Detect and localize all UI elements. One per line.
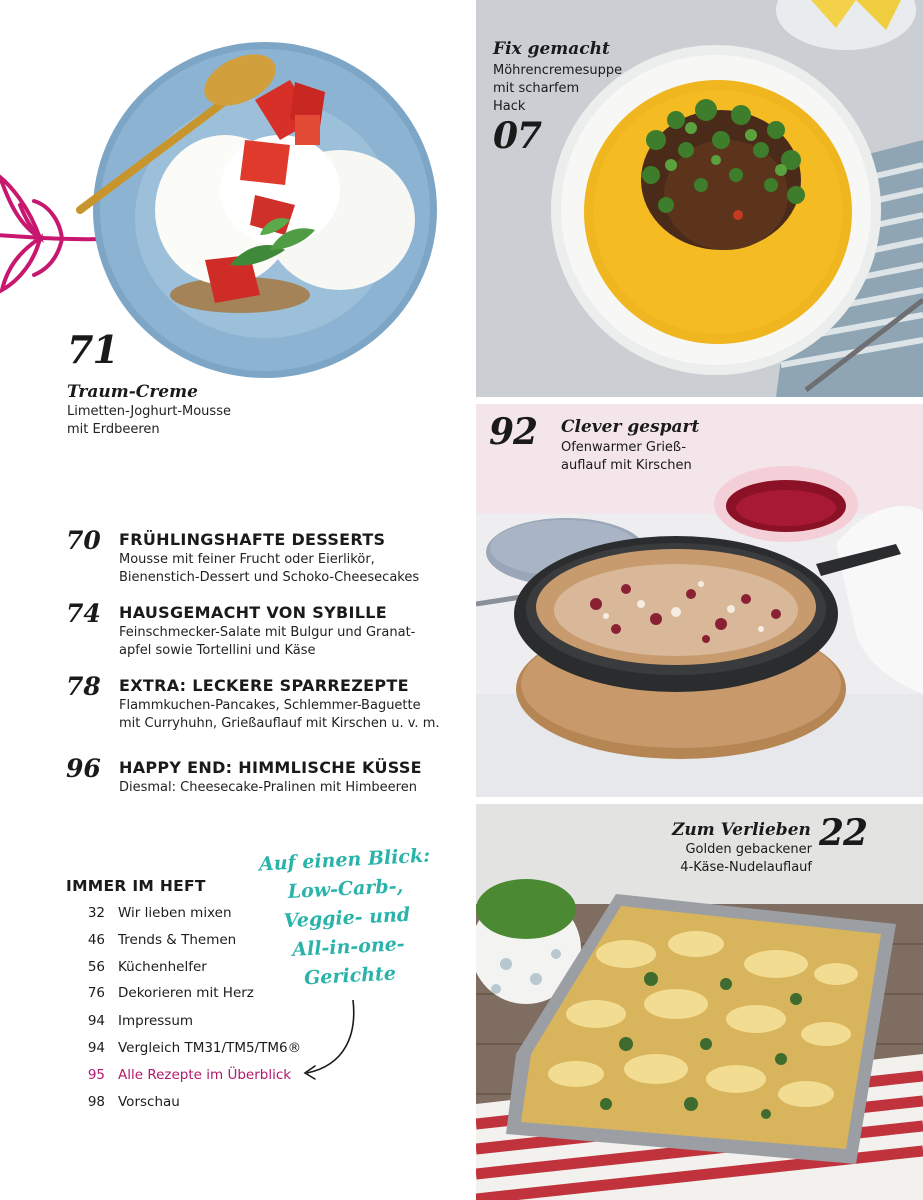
- section-page-number[interactable]: 96: [66, 754, 101, 783]
- soup-photo: [476, 0, 923, 397]
- list-item[interactable]: [66, 1013, 326, 1033]
- section-description: Feinschmecker-Salate mit Bulgur und Granat- apfel sowie Tortellini und Käse: [119, 625, 416, 658]
- section-heading[interactable]: FRÜHLINGSHAFTE DESSERTS: [119, 530, 386, 549]
- section-heading[interactable]: HAUSGEMACHT VON SYBILLE: [119, 603, 387, 622]
- list-item-title: Vergleich TM31/TM5/TM6®: [118, 1040, 302, 1056]
- list-item-title: Impressum: [118, 1013, 194, 1029]
- curved-arrow-icon: [295, 995, 365, 1085]
- feature-page-number[interactable]: 22: [819, 812, 868, 854]
- feature-description: Golden gebackener 4-Käse-Nudelauflauf: [680, 842, 812, 875]
- list-item[interactable]: [66, 1040, 326, 1060]
- feature-description: Möhrencremesuppe mit scharfem Hack: [493, 63, 623, 114]
- list-item[interactable]: [66, 1094, 326, 1114]
- list-item-page: 94: [87, 1013, 105, 1029]
- feature-title: Fix gemacht: [493, 39, 610, 59]
- section-description: Flammkuchen-Pancakes, Schlemmer-Baguette mit Curryhuhn, Grießauflauf mit Kirschen u. v. m.: [119, 698, 440, 731]
- list-item-highlighted[interactable]: [66, 1067, 326, 1087]
- list-item-page: 32: [87, 905, 105, 921]
- list-item-title: Küchenhelfer: [118, 959, 207, 975]
- list-item-page: 98: [87, 1094, 105, 1110]
- section-page-number[interactable]: 74: [66, 599, 101, 628]
- feature-description: Limetten-Joghurt-Mousse mit Erdbeeren: [67, 404, 231, 437]
- section-description: Diesmal: Cheesecake-Pralinen mit Himbeeren: [119, 780, 417, 795]
- feature-title: Zum Verlieben: [672, 820, 811, 840]
- feature-page-number: 71: [67, 327, 118, 372]
- list-item-page: 76: [87, 985, 105, 1001]
- feature-title: Clever gespart: [561, 417, 700, 437]
- feature-page-number[interactable]: 92: [489, 411, 538, 453]
- section-page-number[interactable]: 78: [66, 672, 101, 701]
- section-description: Mousse mit feiner Frucht oder Eierlikör, Bienenstich-Dessert und Schoko-Cheesecakes: [119, 552, 420, 585]
- feature-page-number[interactable]: 07: [493, 115, 542, 157]
- section-heading[interactable]: EXTRA: LECKERE SPARREZEPTE: [119, 676, 409, 695]
- list-item-title: Dekorieren mit Herz: [118, 985, 254, 1001]
- list-item-page: 95: [87, 1067, 105, 1083]
- list-item-title: Wir lieben mixen: [118, 905, 232, 921]
- section-page-number[interactable]: 70: [66, 526, 101, 555]
- handwritten-note: Auf einen Blick: Low-Carb-, Veggie- und All-in-one- Gerichte: [258, 844, 431, 990]
- immer-im-heft-heading: IMMER IM HEFT: [66, 877, 206, 895]
- feature-description: Ofenwarmer Grieß- auflauf mit Kirschen: [561, 440, 692, 473]
- section-heading[interactable]: HAPPY END: HIMMLISCHE KÜSSE: [119, 758, 422, 777]
- list-item-title: Vorschau: [118, 1094, 180, 1110]
- list-item-title: Alle Rezepte im Überblick: [118, 1067, 292, 1083]
- feature-title: Traum-Creme: [67, 382, 198, 402]
- list-item-title: Trends & Themen: [118, 932, 237, 948]
- list-item-page: 56: [87, 959, 105, 975]
- skillet-photo: [476, 404, 923, 797]
- list-item-page: 94: [87, 1040, 105, 1056]
- list-item-page: 46: [87, 932, 105, 948]
